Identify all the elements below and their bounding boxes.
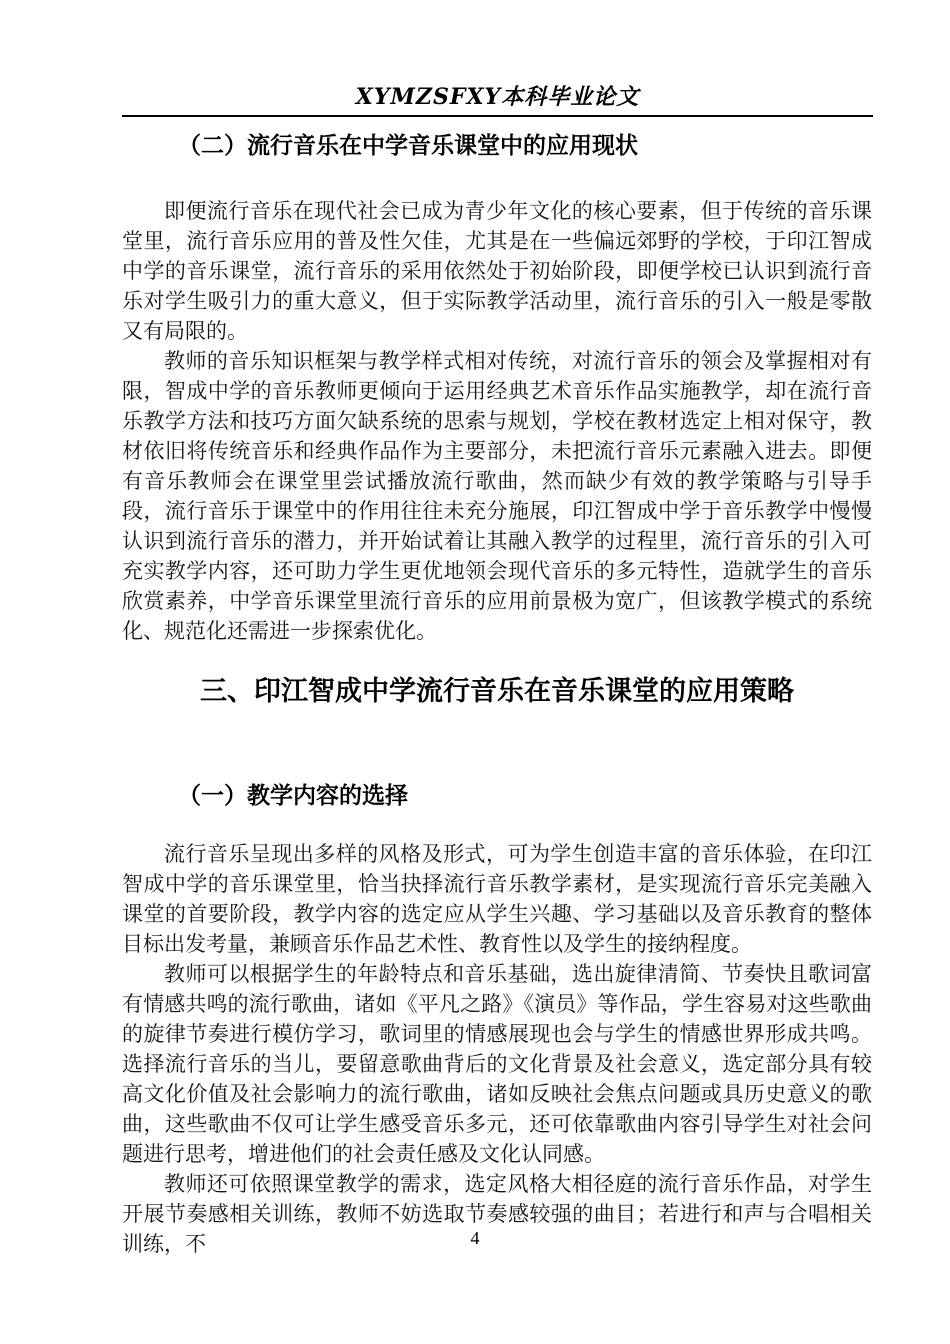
paragraph-teacher-knowledge: 教师的音乐知识框架与教学样式相对传统，对流行音乐的领会及掌握相对有限，智成中学的音乐教师更倾向于运用经典艺术音乐作品实施教学，却在流行音乐教学方法和技巧方面欠缺系统的思索与规划，学校在教材选定上相对保守，教材依旧将传统音乐和经典作品作为主要部分，未把流行音乐元素融入进去。即便有音乐教师会在课堂里尝试播放流行歌曲，然而缺少有效的教学策略与引导手段，流行音乐于课堂中的作用往往未充分施展，印江智成中学于音乐教学中慢慢认识到流行音乐的潜力，并开始试着让其融入教学的过程里，流行音乐的引入可充实教学内容，还可助力学生更优地领会现代音乐的多元特性，造就学生的音乐欣赏素养，中学音乐课堂里流行音乐的应用前景极为宽广，但该教学模式的系统化、规范化还需进一步探索优化。	[122, 349, 872, 643]
document-body	[122, 128, 872, 1259]
page-number: 4	[470, 1228, 480, 1248]
paragraph-style-variety-training: 教师还可依照课堂教学的需求，选定风格大相径庭的流行音乐作品，对学生开展节奏感相关训练，教师不妨选取节奏感较强的曲目；若进行和声与合唱相关训练，不	[122, 1172, 872, 1256]
section-heading-popular-music-status: （二）流行音乐在中学音乐课堂中的应用现状	[178, 132, 638, 158]
chapter-heading-application-strategy: 三、印江智成中学流行音乐在音乐课堂的应用策略	[200, 676, 794, 706]
page-footer	[0, 1228, 950, 1249]
paragraph-status-overview: 即便流行音乐在现代社会已成为青少年文化的核心要素，但于传统的音乐课堂里，流行音乐应用的普及性欠佳，尤其是在一些偏远郊野的学校，于印江智成中学的音乐课堂，流行音乐的采用依然处于初始阶段，即便学校已认识到流行音乐对学生吸引力的重大意义，但于实际教学活动里，流行音乐的引入一般是零散又有局限的。	[122, 199, 872, 343]
paragraph-song-selection-examples: 教师可以根据学生的年龄特点和音乐基础，选出旋律清简、节奏快且歌词富有情感共鸣的流行歌曲，诸如《平凡之路》《演员》等作品，学生容易对这些歌曲的旋律节奏进行模仿学习，歌词里的情感展现也会与学生的情感世界形成共鸣。选择流行音乐的当儿，要留意歌曲背后的文化背景及社会意义，选定部分具有较高文化价值及社会影响力的流行歌曲，诸如反映社会焦点问题或具历史意义的歌曲，这些歌曲不仅可让学生感受音乐多元，还可依靠歌曲内容引导学生对社会问题进行思考，增进他们的社会责任感及文化认同感。	[122, 962, 872, 1166]
running-header-title: XYMZSFXY本科毕业论文	[355, 84, 640, 110]
paragraph-content-selection-principles: 流行音乐呈现出多样的风格及形式，可为学生创造丰富的音乐体验，在印江智成中学的音乐课堂里，恰当抉择流行音乐教学素材，是实现流行音乐完美融入课堂的首要阶段，教学内容的选定应从学生兴趣、学习基础以及音乐教育的整体目标出发考量，兼顾音乐作品艺术性、教育性以及学生的接纳程度。	[122, 842, 872, 956]
section-heading-teaching-content-selection: （一）教学内容的选择	[178, 782, 408, 808]
header-rule	[122, 115, 873, 117]
running-header	[122, 0, 873, 117]
